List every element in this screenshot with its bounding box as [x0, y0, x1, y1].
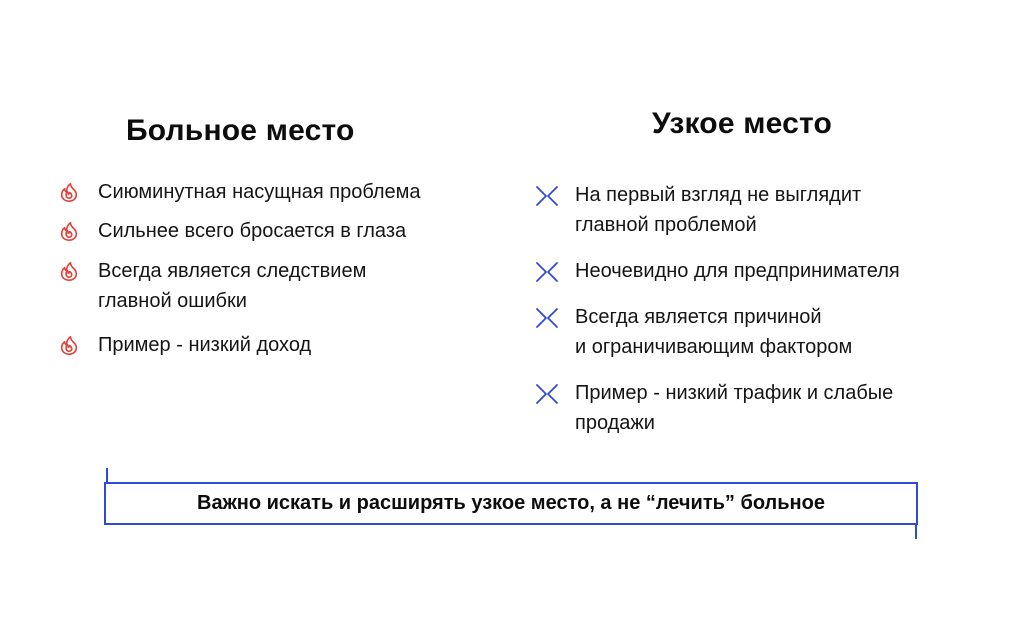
bowtie-icon	[535, 261, 559, 283]
list-item	[535, 302, 985, 362]
list-item	[58, 256, 498, 316]
list-item	[535, 378, 985, 438]
list-item-text: На первый взгляд не выглядит главной проблемой	[575, 184, 862, 236]
callout-corner-tick	[106, 468, 108, 482]
flame-icon	[58, 260, 80, 282]
sore-spot-list	[58, 177, 498, 370]
list-item	[535, 256, 985, 286]
list-item-text: Всегда является следствием главной ошибки	[98, 260, 367, 312]
list-item-text: Сиюминутная насущная проблема	[98, 181, 421, 203]
bowtie-icon	[535, 383, 559, 405]
list-item-text: Сильнее всего бросается в глаза	[98, 220, 407, 242]
flame-icon	[58, 181, 80, 203]
list-item	[58, 177, 498, 207]
flame-icon	[58, 220, 80, 242]
list-item-text: Пример - низкий доход	[98, 334, 312, 356]
bottleneck-list	[535, 180, 985, 454]
list-item	[58, 216, 498, 246]
list-item	[58, 330, 498, 360]
list-item-text: Неочевидно для предпринимателя	[575, 260, 900, 282]
right-column-title: Узкое место	[652, 107, 833, 140]
key-takeaway-callout	[104, 482, 918, 525]
list-item-text: Пример - низкий трафик и слабые продажи	[575, 382, 894, 434]
callout-corner-tick	[915, 525, 917, 539]
bowtie-icon	[535, 185, 559, 207]
flame-icon	[58, 334, 80, 356]
left-column-title: Больное место	[126, 114, 355, 147]
list-item-text: Всегда является причиной и ограничивающим фактором	[575, 306, 853, 358]
callout-text: Важно искать и расширять узкое место, а не “лечить” больное	[197, 492, 825, 514]
bowtie-icon	[535, 307, 559, 329]
list-item	[535, 180, 985, 240]
